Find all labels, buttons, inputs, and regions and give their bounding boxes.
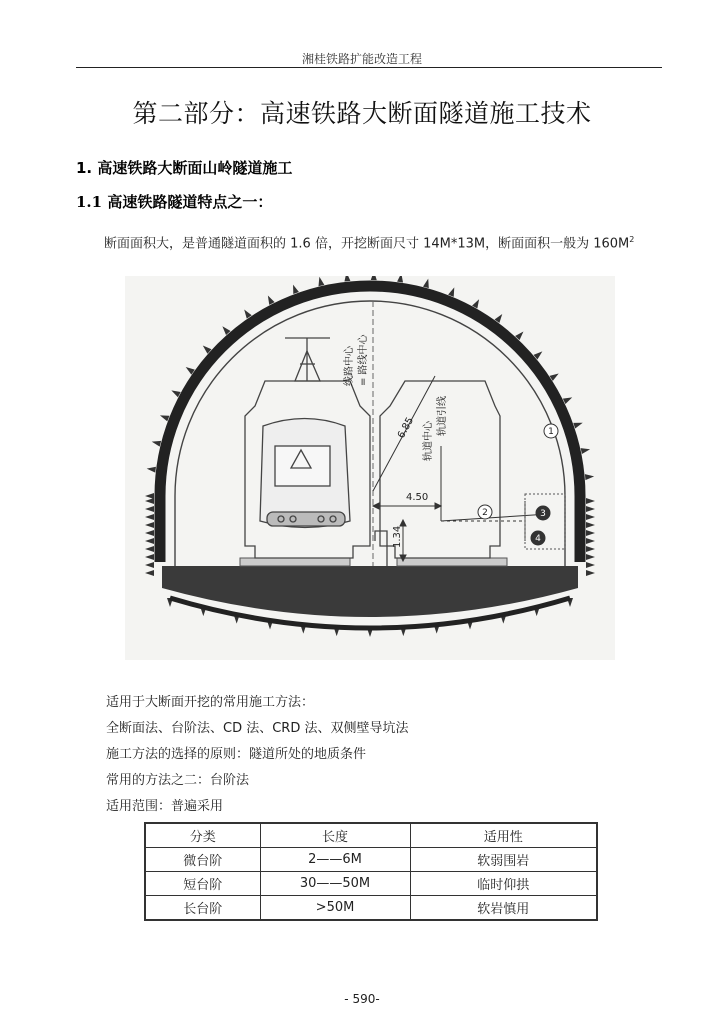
- table-header-row: [145, 823, 597, 848]
- callout-2-text: 2: [482, 508, 488, 518]
- label-track-line: 轨道引线: [437, 396, 448, 436]
- table-cell: 临时仰拱: [410, 872, 597, 896]
- dim-6-85: 6.85: [395, 415, 417, 441]
- page-number: - 590-: [344, 992, 380, 1006]
- tunnel-cross-section-figure: [125, 276, 615, 660]
- label-centre-line: 线路中心: [344, 346, 355, 386]
- rock-bolt-tooth: [318, 277, 324, 286]
- rock-bolt-tooth: [585, 474, 594, 480]
- rock-bolt-tooth: [152, 441, 161, 447]
- left-slab: [240, 558, 350, 566]
- section-heading-1-1: 1.1 高速铁路隧道特点之一：: [76, 193, 273, 211]
- rock-bolt-tooth: [586, 498, 595, 504]
- rock-bolt-tooth: [586, 570, 595, 576]
- body-text-block: [106, 690, 408, 820]
- section-heading-1: 1. 高速铁路大断面山岭隧道施工: [76, 159, 293, 177]
- rock-bolt-tooth: [145, 554, 154, 560]
- rock-bolt-tooth: [145, 530, 154, 536]
- rock-bolt-tooth: [586, 562, 595, 568]
- table-cell: 长台阶: [145, 896, 260, 921]
- table-row: [145, 872, 597, 896]
- table-cell: 短台阶: [145, 872, 260, 896]
- rock-bolt-tooth: [145, 546, 154, 552]
- rock-bolt-tooth: [573, 423, 582, 429]
- label-track-centre: 轨道中心: [423, 421, 434, 461]
- callout-3-text: 3: [540, 509, 546, 519]
- table-cell: 2——6M: [260, 848, 410, 872]
- tunnel-cross-section-drawing: [125, 276, 615, 660]
- rock-bolt-tooth: [586, 530, 595, 536]
- intro-text: 断面面积大，是普通隧道面积的 1.6 倍，开挖断面尺寸 14M*13M，断面面积一般为 160M: [104, 236, 630, 252]
- superscript: 2: [629, 235, 635, 244]
- header-rule: [76, 67, 662, 68]
- body-line: 常用的方法之二：台阶法: [106, 773, 250, 788]
- table-cell: 微台阶: [145, 848, 260, 872]
- rock-bolt-tooth: [145, 506, 154, 512]
- intro-paragraph: [76, 226, 662, 258]
- bench-method-table: [144, 822, 598, 921]
- rock-bolt-tooth: [147, 467, 156, 473]
- equipment-niche: [525, 494, 565, 549]
- document-title: 第二部分：高速铁路大断面隧道施工技术: [132, 99, 592, 128]
- running-header: 湘桂铁路扩能改造工程: [301, 52, 422, 66]
- invert: [162, 566, 578, 617]
- table-header-cell: 分类: [145, 823, 260, 848]
- rock-bolt-tooth: [293, 285, 299, 294]
- body-line: 适用于大断面开挖的常用施工方法：: [106, 695, 315, 710]
- table-header-cell: 适用性: [410, 823, 597, 848]
- rock-bolt-tooth: [586, 506, 595, 512]
- rock-bolt-tooth: [581, 448, 590, 454]
- rock-bolt-tooth: [145, 570, 154, 576]
- rock-bolt-tooth: [344, 276, 350, 281]
- rock-bolt-tooth: [586, 522, 595, 528]
- table-cell: 30——50M: [260, 872, 410, 896]
- body-line: 适用范围：普遍采用: [106, 799, 224, 814]
- rock-bolt-tooth: [423, 279, 429, 288]
- rock-bolt-tooth: [586, 546, 595, 552]
- table-header-cell: 长度: [260, 823, 410, 848]
- table-cell: 软岩慎用: [410, 896, 597, 921]
- table-cell: 软弱围岩: [410, 848, 597, 872]
- rock-bolt-tooth: [586, 554, 595, 560]
- body-line: 全断面法、台阶法、CD 法、CRD 法、双侧壁导坑法: [106, 721, 409, 736]
- right-slab: [397, 558, 507, 566]
- rock-bolt-tooth: [145, 562, 154, 568]
- rock-bolt-tooth: [145, 522, 154, 528]
- rock-bolt-tooth: [371, 276, 377, 280]
- callout-1-text: 1: [548, 427, 554, 437]
- table-row: [145, 848, 597, 872]
- rock-bolt-tooth: [145, 538, 154, 544]
- rock-bolt-tooth: [448, 287, 454, 296]
- rock-bolt-tooth: [160, 415, 169, 421]
- rock-bolt-tooth: [586, 514, 595, 520]
- rock-bolt-tooth: [145, 514, 154, 520]
- rock-bolt-tooth: [397, 276, 403, 283]
- rock-bolt-tooth: [586, 538, 595, 544]
- label-centre-line-sub: = 路线中心: [358, 334, 369, 386]
- dim-4-50: 4.50: [406, 492, 429, 503]
- dim-1-34: 1.34: [392, 525, 403, 548]
- rock-bolt-tooth: [145, 493, 154, 499]
- table-row: [145, 896, 597, 921]
- body-line: 施工方法的选择的原则：隧道所处的地质条件: [106, 747, 367, 762]
- callout-4-text: 4: [535, 534, 541, 544]
- rock-bolt-tooth: [145, 498, 154, 504]
- table-cell: >50M: [260, 896, 410, 921]
